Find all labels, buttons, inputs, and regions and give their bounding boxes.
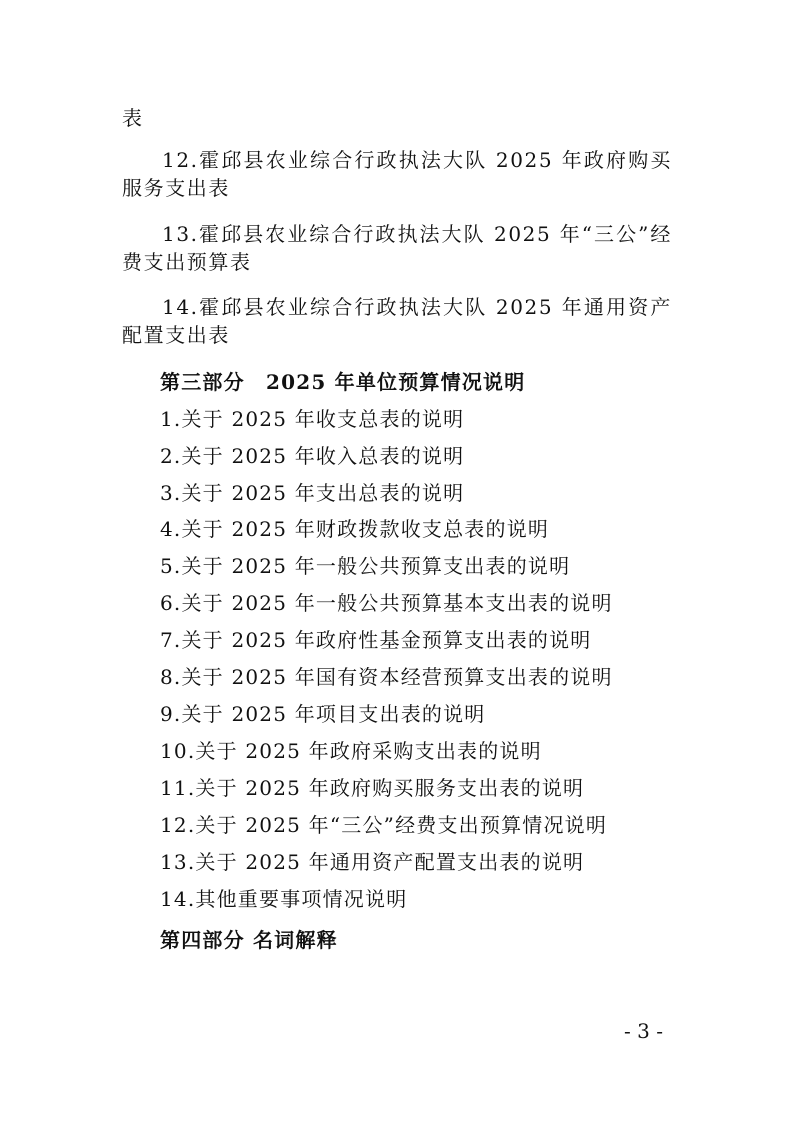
part4-heading: 第四部分 名词解释	[160, 928, 338, 952]
list-item: 4.关于 2025 年财政拨款收支总表的说明	[160, 517, 550, 541]
part3-heading: 第三部分 2025 年单位预算情况说明	[160, 370, 526, 394]
list-item: 2.关于 2025 年收入总表的说明	[160, 444, 465, 468]
list-item: 1.关于 2025 年收支总表的说明	[160, 407, 465, 431]
list-item: 3.关于 2025 年支出总表的说明	[160, 481, 465, 505]
list-item: 13.霍邱县农业综合行政执法大队 2025 年“三公”经费支出预算表	[122, 222, 672, 274]
list-item: 14.其他重要事项情况说明	[160, 887, 408, 911]
continuation-text: 表	[122, 106, 144, 130]
list-item: 11.关于 2025 年政府购买服务支出表的说明	[160, 776, 585, 800]
list-item: 12.霍邱县农业综合行政执法大队 2025 年政府购买服务支出表	[122, 148, 672, 200]
list-item: 8.关于 2025 年国有资本经营预算支出表的说明	[160, 665, 613, 689]
list-item: 13.关于 2025 年通用资产配置支出表的说明	[160, 850, 585, 874]
list-item: 5.关于 2025 年一般公共预算支出表的说明	[160, 554, 571, 578]
list-item: 6.关于 2025 年一般公共预算基本支出表的说明	[160, 591, 613, 615]
list-item: 9.关于 2025 年项目支出表的说明	[160, 702, 486, 726]
page-number: - 3 -	[624, 1019, 663, 1043]
list-item: 14.霍邱县农业综合行政执法大队 2025 年通用资产配置支出表	[122, 295, 672, 347]
list-item: 12.关于 2025 年“三公”经费支出预算情况说明	[160, 813, 608, 837]
list-item: 7.关于 2025 年政府性基金预算支出表的说明	[160, 628, 592, 652]
list-item: 10.关于 2025 年政府采购支出表的说明	[160, 739, 542, 763]
